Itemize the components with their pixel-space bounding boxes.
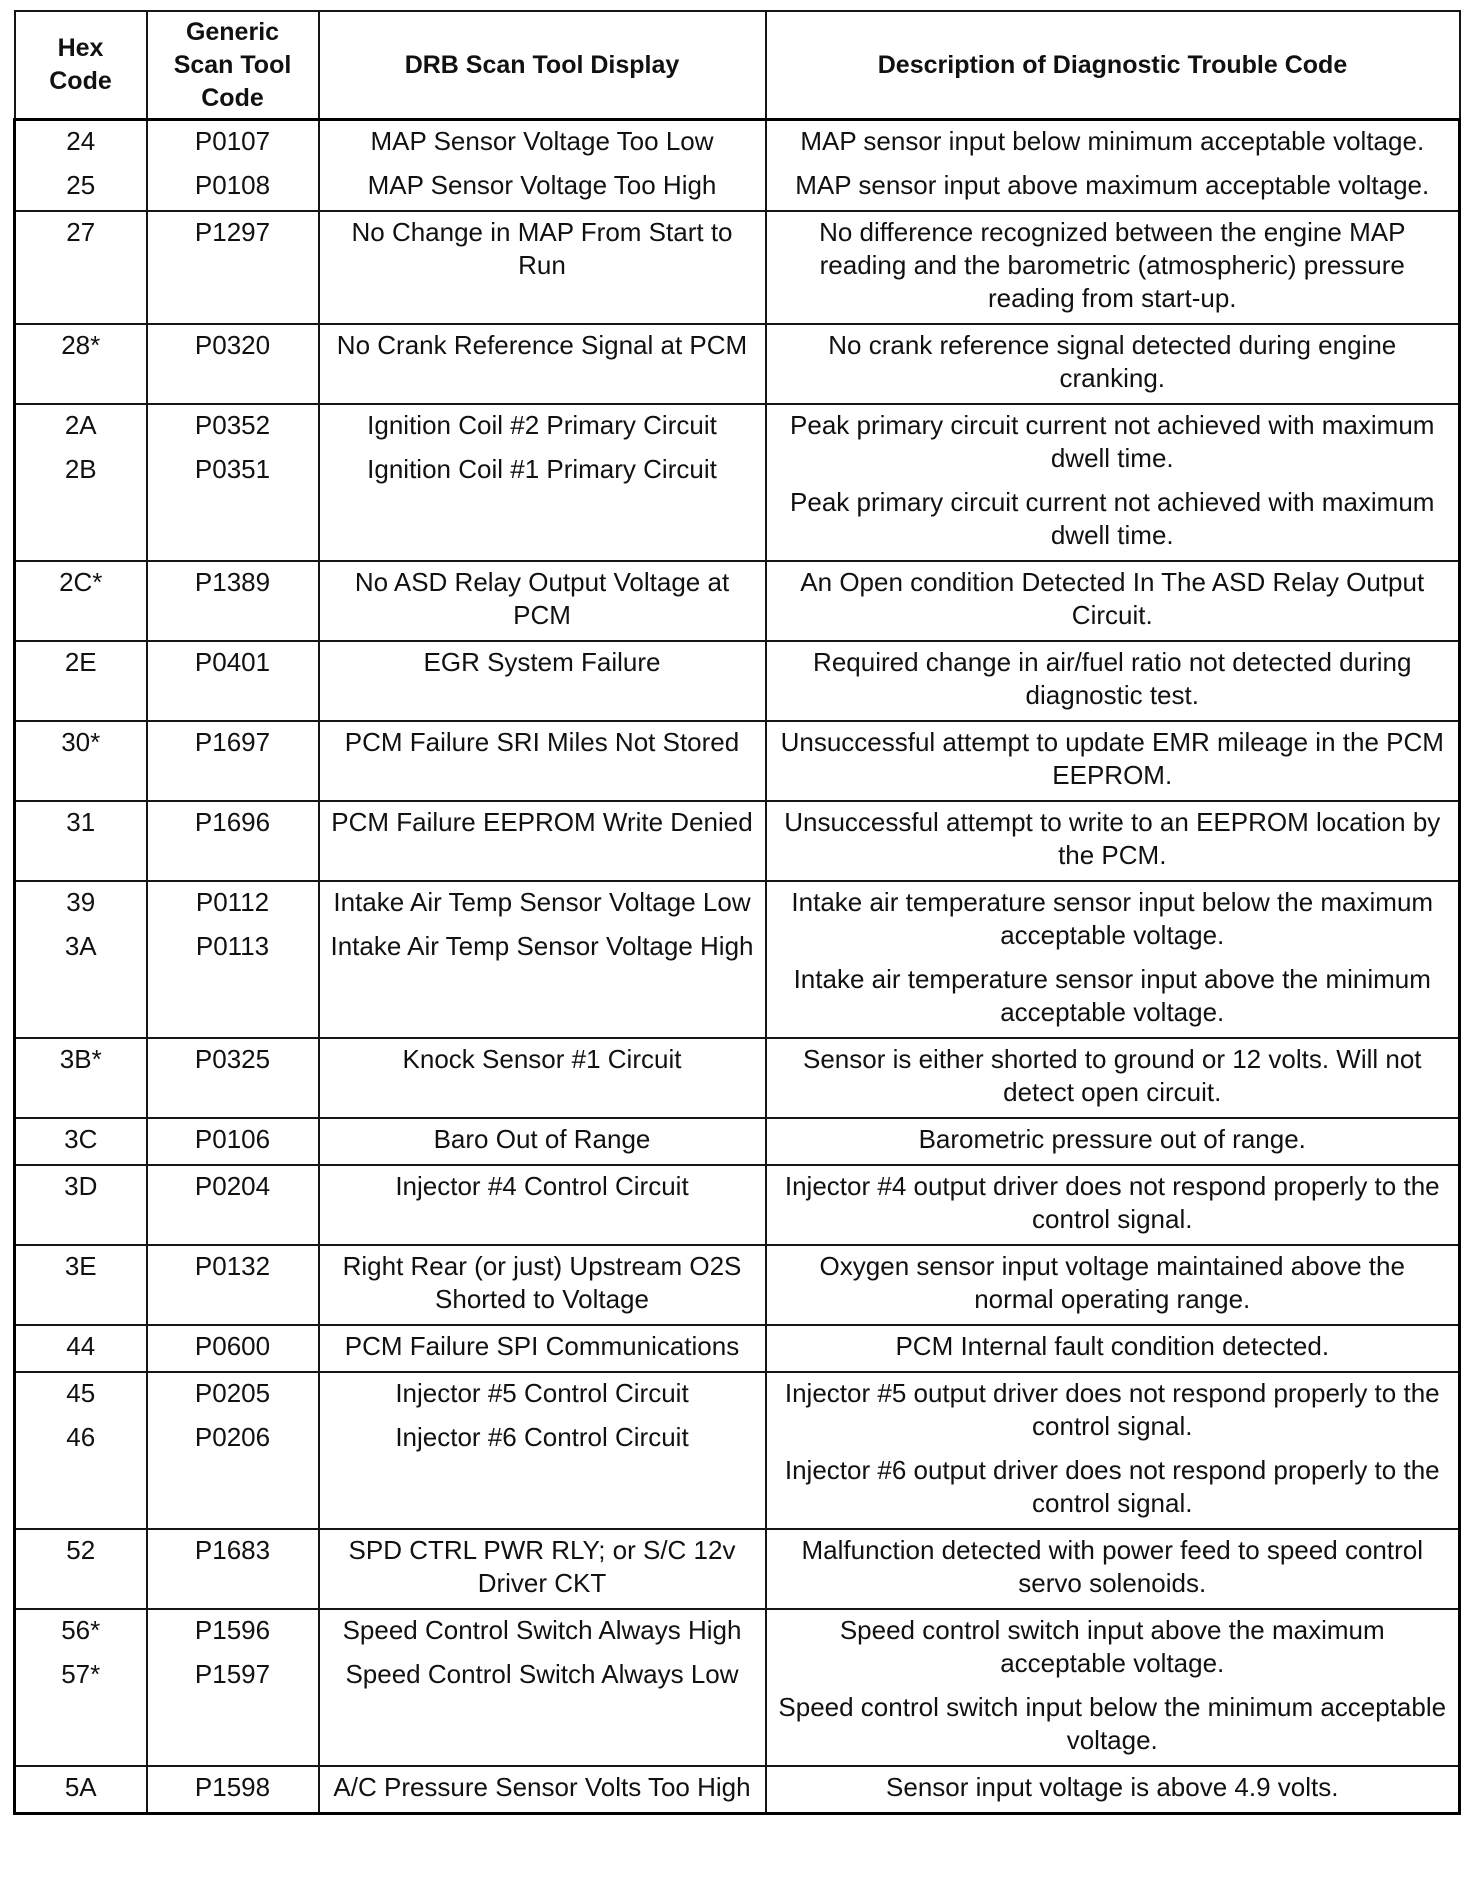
hex-code-value: 31 [66, 807, 96, 837]
generic-code-cell [147, 1766, 319, 1814]
generic-code-value: P0112 [195, 887, 270, 917]
hex-code-value: 25 [66, 170, 96, 200]
description-value: Sensor is either shorted to ground or 12 volts. Will not detect open circuit. [802, 1044, 1422, 1107]
description-cell [766, 211, 1460, 324]
description-cell [766, 641, 1460, 721]
generic-code-cell [147, 641, 319, 721]
hex-code-cell [15, 1766, 147, 1814]
drb-display-cell [319, 1038, 766, 1118]
header-generic-scan-tool-code: Generic Scan Tool Code [147, 11, 319, 120]
description-cell [766, 120, 1460, 212]
drb-display-value: PCM Failure SPI Communications [344, 1331, 740, 1361]
description-cell [766, 721, 1460, 801]
hex-code-value: 3C [64, 1124, 98, 1154]
description-value: Injector #6 output driver does not respond properly to the control signal. [784, 1455, 1440, 1518]
hex-code-cell [15, 801, 147, 881]
drb-display-value: MAP Sensor Voltage Too Low [370, 126, 714, 156]
drb-display-value: Injector #4 Control Circuit [395, 1171, 689, 1201]
table-row [15, 211, 1460, 324]
generic-code-value: P1389 [194, 567, 271, 597]
description-value: MAP sensor input above maximum acceptable voltage. [795, 170, 1430, 200]
hex-code-value: 44 [66, 1331, 96, 1361]
description-value: PCM Internal fault condition detected. [895, 1331, 1330, 1361]
generic-code-value: P0107 [194, 126, 271, 156]
description-cell [766, 1245, 1460, 1325]
table-row [15, 1529, 1460, 1609]
drb-display-value: MAP Sensor Voltage Too High [367, 170, 717, 200]
generic-code-cell [147, 1529, 319, 1609]
drb-display-value: SPD CTRL PWR RLY; or S/C 12v Driver CKT [348, 1535, 736, 1598]
generic-code-value: P0600 [194, 1331, 271, 1361]
table-body [15, 120, 1460, 1814]
drb-display-value: Knock Sensor #1 Circuit [402, 1044, 682, 1074]
description-value: Peak primary circuit current not achieved with maximum dwell time. [790, 410, 1435, 473]
description-value: Injector #4 output driver does not respond properly to the control signal. [784, 1171, 1440, 1234]
generic-code-cell [147, 324, 319, 404]
generic-code-cell [147, 881, 319, 1038]
drb-display-value: Baro Out of Range [433, 1124, 651, 1154]
drb-display-cell [319, 641, 766, 721]
description-value: Injector #5 output driver does not respond properly to the control signal. [784, 1378, 1440, 1441]
hex-code-value: 3B* [59, 1044, 102, 1074]
drb-display-cell [319, 1372, 766, 1529]
table-row [15, 120, 1460, 212]
drb-display-value: No Crank Reference Signal at PCM [336, 330, 748, 360]
hex-code-cell [15, 1529, 147, 1609]
description-value: Unsuccessful attempt to write to an EEPROM location by the PCM. [784, 807, 1441, 870]
drb-display-cell [319, 1118, 766, 1165]
table-row [15, 1609, 1460, 1766]
description-value: An Open condition Detected In The ASD Relay Output Circuit. [800, 567, 1425, 630]
drb-display-value: PCM Failure EEPROM Write Denied [331, 807, 753, 837]
drb-display-cell [319, 801, 766, 881]
hex-code-value: 3E [64, 1251, 97, 1281]
hex-code-cell [15, 1118, 147, 1165]
hex-code-value: 45 [66, 1378, 96, 1408]
header-description: Description of Diagnostic Trouble Code [766, 11, 1460, 120]
drb-display-cell [319, 1245, 766, 1325]
description-value: Barometric pressure out of range. [918, 1124, 1306, 1154]
drb-display-cell [319, 1325, 766, 1372]
drb-display-value: Injector #5 Control Circuit [395, 1378, 689, 1408]
hex-code-value: 2A [64, 410, 97, 440]
generic-code-cell [147, 1118, 319, 1165]
header-drb-scan-tool-display: DRB Scan Tool Display [319, 11, 766, 120]
hex-code-value: 46 [66, 1422, 96, 1452]
generic-code-cell [147, 1165, 319, 1245]
generic-code-cell [147, 1325, 319, 1372]
generic-code-value: P1697 [194, 727, 271, 757]
hex-code-value: 3D [64, 1171, 98, 1201]
drb-display-value: No Change in MAP From Start to Run [351, 217, 733, 280]
hex-code-cell [15, 211, 147, 324]
description-cell [766, 1165, 1460, 1245]
generic-code-value: P0106 [194, 1124, 271, 1154]
hex-code-value: 3A [64, 931, 97, 961]
drb-display-value: PCM Failure SRI Miles Not Stored [344, 727, 740, 757]
table-row [15, 404, 1460, 561]
drb-display-cell [319, 881, 766, 1038]
generic-code-cell [147, 1372, 319, 1529]
generic-code-value: P1297 [194, 217, 271, 247]
description-cell [766, 1372, 1460, 1529]
description-value: Peak primary circuit current not achieved with maximum dwell time. [790, 487, 1435, 550]
drb-display-value: No ASD Relay Output Voltage at PCM [354, 567, 730, 630]
table-row [15, 1372, 1460, 1529]
drb-display-cell [319, 561, 766, 641]
description-cell [766, 1529, 1460, 1609]
description-cell [766, 801, 1460, 881]
generic-code-cell [147, 404, 319, 561]
table-row [15, 1325, 1460, 1372]
drb-display-value: Injector #6 Control Circuit [395, 1422, 689, 1452]
drb-display-cell [319, 1609, 766, 1766]
drb-display-cell [319, 721, 766, 801]
description-value: No difference recognized between the engine MAP reading and the barometric (atmospheric) pressure reading from start-up. [819, 217, 1406, 313]
hex-code-cell [15, 561, 147, 641]
drb-display-cell [319, 120, 766, 212]
header-hex-code: Hex Code [15, 11, 147, 120]
table-row [15, 1766, 1460, 1814]
hex-code-value: 39 [66, 887, 96, 917]
table-row [15, 721, 1460, 801]
drb-display-cell [319, 1529, 766, 1609]
table-row [15, 324, 1460, 404]
hex-code-value: 2C* [59, 567, 103, 597]
generic-code-cell [147, 1609, 319, 1766]
description-value: Intake air temperature sensor input above the minimum acceptable voltage. [793, 964, 1431, 1027]
drb-display-value: Right Rear (or just) Upstream O2S Shorted to Voltage [342, 1251, 742, 1314]
description-value: No crank reference signal detected during engine cranking. [828, 330, 1397, 393]
table-row [15, 1245, 1460, 1325]
table-row [15, 881, 1460, 1038]
drb-display-cell [319, 1165, 766, 1245]
header-row [15, 11, 1460, 120]
generic-code-value: P0401 [194, 647, 271, 677]
generic-code-value: P0206 [194, 1422, 271, 1452]
hex-code-cell [15, 1372, 147, 1529]
drb-display-value: Intake Air Temp Sensor Voltage High [330, 931, 754, 961]
description-cell [766, 1118, 1460, 1165]
drb-display-value: Speed Control Switch Always Low [345, 1659, 739, 1689]
table-row [15, 801, 1460, 881]
hex-code-cell [15, 1609, 147, 1766]
description-cell [766, 1766, 1460, 1814]
hex-code-cell [15, 641, 147, 721]
generic-code-value: P0325 [194, 1044, 271, 1074]
drb-display-value: Speed Control Switch Always High [342, 1615, 742, 1645]
description-value: Speed control switch input below the minimum acceptable voltage. [778, 1692, 1447, 1755]
generic-code-cell [147, 1245, 319, 1325]
hex-code-value: 28* [61, 330, 101, 360]
drb-display-cell [319, 1766, 766, 1814]
hex-code-value: 30* [61, 727, 101, 757]
description-value: Required change in air/fuel ratio not detected during diagnostic test. [813, 647, 1412, 710]
description-cell [766, 324, 1460, 404]
generic-code-value: P0352 [194, 410, 271, 440]
generic-code-value: P1596 [194, 1615, 271, 1645]
description-cell [766, 404, 1460, 561]
generic-code-cell [147, 120, 319, 212]
hex-code-cell [15, 1165, 147, 1245]
diagnostic-trouble-code-table [13, 10, 1461, 1815]
generic-code-value: P0108 [194, 170, 271, 200]
table-row [15, 1038, 1460, 1118]
drb-display-value: Intake Air Temp Sensor Voltage Low [333, 887, 751, 917]
generic-code-value: P0205 [194, 1378, 271, 1408]
hex-code-value: 2B [64, 454, 97, 484]
generic-code-value: P0132 [194, 1251, 271, 1281]
hex-code-cell [15, 404, 147, 561]
generic-code-value: P0113 [195, 931, 270, 961]
hex-code-value: 27 [66, 217, 96, 247]
generic-code-value: P0351 [194, 454, 271, 484]
hex-code-cell [15, 721, 147, 801]
hex-code-cell [15, 324, 147, 404]
drb-display-value: Ignition Coil #1 Primary Circuit [367, 454, 717, 484]
generic-code-cell [147, 211, 319, 324]
table-row [15, 561, 1460, 641]
table-row [15, 1165, 1460, 1245]
description-value: Intake air temperature sensor input below the maximum acceptable voltage. [791, 887, 1434, 950]
drb-display-value: A/C Pressure Sensor Volts Too High [333, 1772, 751, 1802]
hex-code-cell [15, 881, 147, 1038]
hex-code-value: 52 [66, 1535, 96, 1565]
description-cell [766, 1609, 1460, 1766]
hex-code-value: 57* [61, 1659, 101, 1689]
generic-code-cell [147, 561, 319, 641]
drb-display-cell [319, 324, 766, 404]
generic-code-value: P1598 [194, 1772, 271, 1802]
description-value: Speed control switch input above the maximum acceptable voltage. [839, 1615, 1385, 1678]
description-value: Oxygen sensor input voltage maintained above the normal operating range. [819, 1251, 1405, 1314]
generic-code-value: P1597 [194, 1659, 271, 1689]
hex-code-cell [15, 1038, 147, 1118]
hex-code-cell [15, 1245, 147, 1325]
generic-code-value: P1683 [194, 1535, 271, 1565]
generic-code-value: P0320 [194, 330, 271, 360]
hex-code-value: 24 [66, 126, 96, 156]
generic-code-value: P1696 [194, 807, 271, 837]
drb-display-cell [319, 404, 766, 561]
description-value: MAP sensor input below minimum acceptable voltage. [800, 126, 1425, 156]
hex-code-cell [15, 120, 147, 212]
generic-code-cell [147, 721, 319, 801]
table-row [15, 1118, 1460, 1165]
description-value: Sensor input voltage is above 4.9 volts. [886, 1772, 1339, 1802]
hex-code-value: 2E [64, 647, 97, 677]
description-cell [766, 561, 1460, 641]
drb-display-value: Ignition Coil #2 Primary Circuit [367, 410, 717, 440]
hex-code-value: 5A [64, 1772, 97, 1802]
hex-code-value: 56* [61, 1615, 101, 1645]
description-cell [766, 1038, 1460, 1118]
generic-code-cell [147, 801, 319, 881]
description-value: Malfunction detected with power feed to speed control servo solenoids. [801, 1535, 1423, 1598]
description-cell [766, 1325, 1460, 1372]
drb-display-cell [319, 211, 766, 324]
table-row [15, 641, 1460, 721]
generic-code-cell [147, 1038, 319, 1118]
description-cell [766, 881, 1460, 1038]
hex-code-cell [15, 1325, 147, 1372]
description-value: Unsuccessful attempt to update EMR mileage in the PCM EEPROM. [780, 727, 1444, 790]
drb-display-value: EGR System Failure [423, 647, 661, 677]
generic-code-value: P0204 [194, 1171, 271, 1201]
